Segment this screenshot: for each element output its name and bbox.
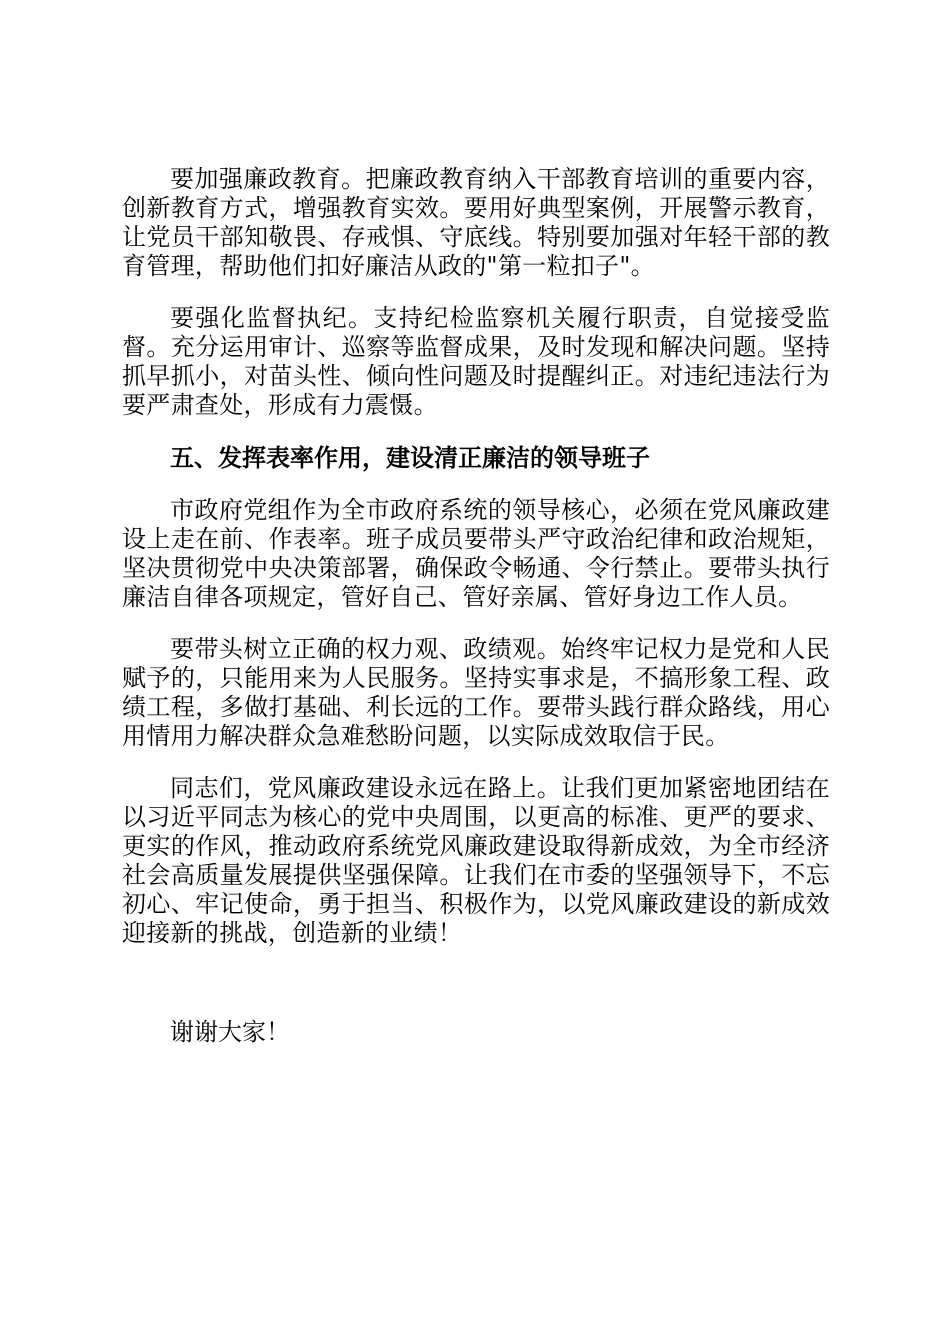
paragraph-leadership: 市政府党组作为全市政府系统的领导核心，必须在党风廉政建设上走在前、作表率。班子成员要带头严守政治纪律和政治规矩，坚决贯彻党中央决策部署，确保政令畅通、令行禁止。要带头执行廉洁自律各项规定，管好自己、管好亲属、管好身边工作人员。 <box>122 496 830 611</box>
paragraph-conclusion: 同志们，党风廉政建设永远在路上。让我们更加紧密地团结在以习近平同志为核心的党中央周围，以更高的标准、更严的要求、更实的作风，推动政府系统党风廉政建设取得新成效，为全市经济社会高质量发展提供坚强保障。让我们在市委的坚强领导下，不忘初心、牢记使命，勇于担当、积极作为，以党风廉政建设的新成效迎接新的挑战，创造新的业绩！ <box>122 774 830 947</box>
section-heading: 五、发挥表率作用，建设清正廉洁的领导班子 <box>170 443 650 472</box>
paragraph-supervision: 要强化监督执纪。支持纪检监察机关履行职责，自觉接受监督。充分运用审计、巡察等监督成果，及时发现和解决问题。坚持抓早抓小，对苗头性、倾向性问题及时提醒纠正。对违纪违法行为要严肃查处，形成有力震慑。 <box>122 304 830 419</box>
paragraph-education: 要加强廉政教育。把廉政教育纳入干部教育培训的重要内容，创新教育方式，增强教育实效。要用好典型案例，开展警示教育，让党员干部知敬畏、存戒惧、守底线。特别要加强对年轻干部的教育管理，帮助他们扣好廉洁从政的"第一粒扣子"。 <box>122 165 830 280</box>
paragraph-power-view: 要带头树立正确的权力观、政绩观。始终牢记权力是党和人民赋予的，只能用来为人民服务。坚持实事求是，不搞形象工程、政绩工程，多做打基础、利长远的工作。要带头践行群众路线，用心用情用力解决群众急难愁盼问题，以实际成效取信于民。 <box>122 635 830 750</box>
closing-thanks: 谢谢大家！ <box>170 1018 290 1046</box>
